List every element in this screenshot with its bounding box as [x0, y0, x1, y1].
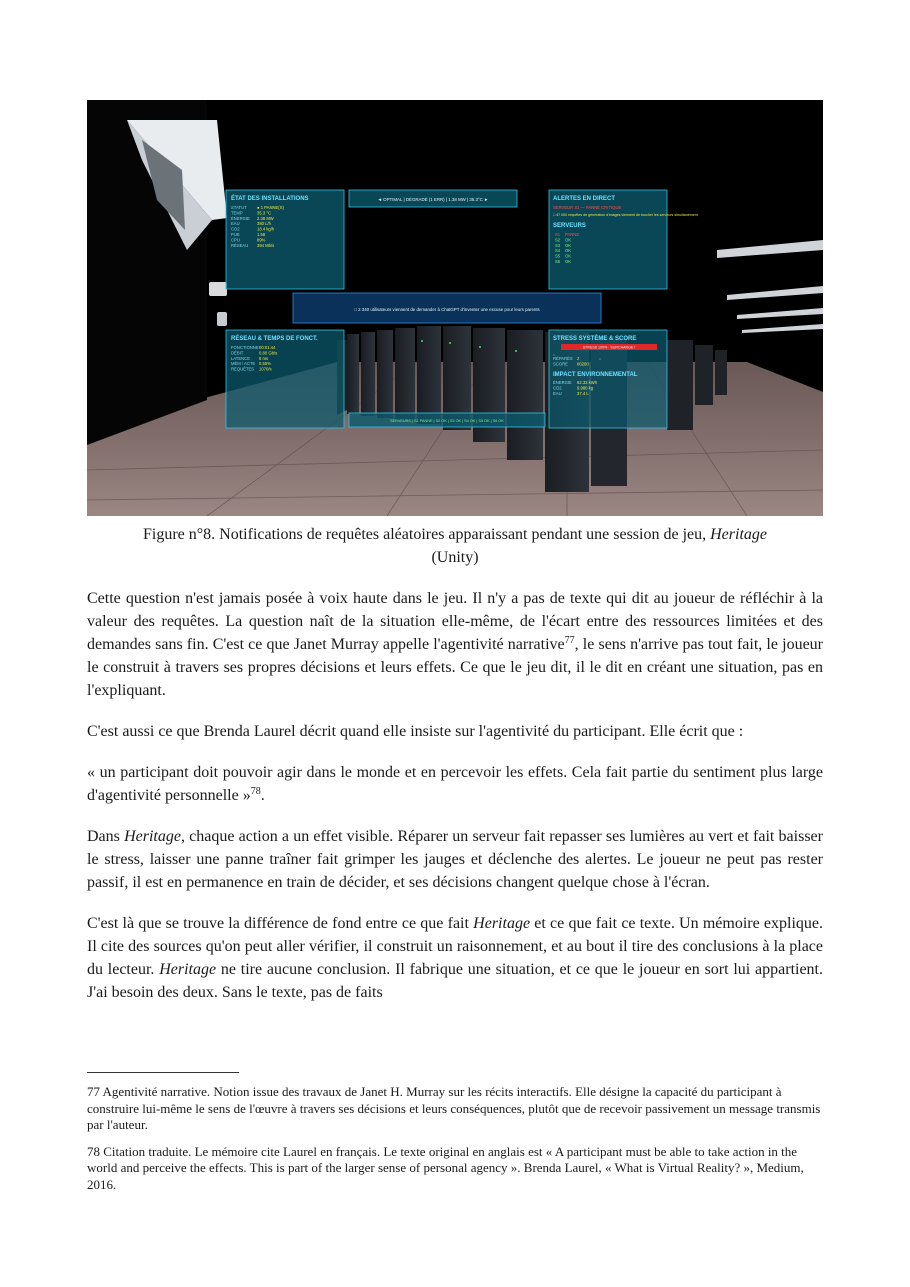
hud-reseau-row-label: FONCTIONNE [231, 345, 259, 350]
hud-server-status: OK [565, 237, 572, 243]
hud-etat-row-label: STATUT [231, 205, 247, 210]
hud-score-row-label: SCORE [553, 361, 568, 367]
hud-score-row-value: 00200 [577, 361, 589, 367]
hud-impact-row-value: 37.4 L [577, 390, 589, 396]
hud-server-status: PANNE [565, 232, 580, 237]
hud-stress-panel [549, 330, 667, 428]
hud-etat-row-value: 1.58 [257, 232, 266, 237]
p5-text-a: C'est là que se trouve la différence de fond entre ce que fait [87, 915, 474, 932]
body-text [87, 587, 823, 1022]
footnote-78: 78 Citation traduite. Le mémoire cite Laurel en français. Le texte original en anglais est « A participant must be able to take action in the world and perceive the effects. This is part of the larger sense of personal agency ». Brenda Laurel, « What is Virtual Reality? », Medium, 2016. [87, 1143, 804, 1192]
hud-server-id: S5 [555, 253, 561, 259]
p4-title: Heritage [124, 828, 181, 845]
p3-text-b: . [260, 787, 265, 804]
hud-etat-row-label: CO2 [231, 226, 240, 232]
hud-impact-row-label: EAU [553, 390, 562, 396]
hud-reseau-row-value: 1070/s [259, 366, 272, 372]
hud-server-status: OK [565, 259, 572, 264]
figure-screenshot [87, 100, 823, 516]
hud-server-id: S4 [555, 248, 561, 254]
hud-reseau-row-label: DÉBIT [231, 350, 244, 356]
hud-reseau-row-label: REQUÊTES [231, 366, 255, 372]
hud-impact-row-value: 62.33 kWh [577, 380, 598, 385]
hud-impact-row-value: 9.980 kg [577, 385, 594, 391]
hud-alert-line2: □ 47 000 requêtes de génération d'images viennent de toucher les serveurs simultanément [553, 213, 698, 217]
footnotes [87, 1084, 823, 1203]
paragraph-2: C'est aussi ce que Brenda Laurel décrit quand elle insiste sur l'agentivité du participant. Elle écrit que : [87, 723, 744, 740]
hud-top-bar-text: ◄ OPTIMAL | DÉGRADÉ (1 ERR) | 1.38 MW | 35.3°C ► [377, 197, 489, 202]
caption-tail: (Unity) [431, 549, 479, 566]
hud-server-status: OK [565, 248, 572, 254]
hud-impact-row-label: CO2 [553, 385, 562, 391]
p5-title-1: Heritage [473, 915, 531, 932]
hud-stress-bar-text: STRESS 100% · SURCHARGE ! [582, 345, 636, 350]
hud-etat-row-label: EAU [231, 221, 240, 227]
hud-etat-row-label: RÉSEAU [231, 242, 249, 248]
hud-etat-row-value: 2.38 MW [257, 215, 274, 221]
hud-etat-row-value: 380 L/h [257, 221, 271, 227]
hud-notification-text: □ 2 340 utilisateurs viennent de demander à ChatGPT d'inventer une excuse pour leurs parents [354, 307, 540, 312]
p1-text-b: , le sens n'arrive pas tout fait, le joueur le construit à travers ses propres décisions et leurs effets. Ce que le jeu dit, il le dit en créant une situation, pas en l'expliquant. [87, 636, 823, 699]
paragraph-4 [87, 825, 823, 894]
paragraph-5 [87, 912, 823, 1004]
hud-reseau-row-value: 0.80 Gb/s [259, 350, 278, 356]
p5-title-2: Heritage [159, 961, 217, 978]
footnote-divider [87, 1072, 239, 1073]
footnote-ref-78[interactable]: 78 [250, 786, 261, 797]
hud-server-id: S6 [555, 259, 561, 264]
hud-reseau-row-value: 8 ms [259, 355, 269, 361]
wall-light-2 [217, 312, 227, 326]
hud-etat-row-value: 394 Mb/s [257, 242, 275, 248]
footnote-77: 77 Agentivité narrative. Notion issue des travaux de Janet H. Murray sur les récits interactifs. Elle désigne la capacité du participant à construire lui-même le sens de l'œuvre à travers ses décisions et leurs conséquences, plutôt que de recevoir passivement un message transmis par l'auteur. [87, 1084, 821, 1132]
hud-stress-title: STRESS SYSTÈME & SCORE [553, 336, 637, 342]
hud-etat-row-label: ÉNERGIE [231, 215, 250, 221]
hud-reseau-row-label: MÉM / ACTE [231, 361, 256, 367]
hud-etat-row-label: PUE [231, 232, 240, 237]
p5-text-c: ne tire aucune conclusion. Il fabrique une situation, et ce que le joueur en sort lui appartient. J'ai besoin des deux. Sans le texte, pas de faits [87, 961, 824, 1001]
hud-score-row-value: 2 [577, 356, 580, 361]
game-scene [87, 100, 823, 516]
hud-reseau-row-value: 00:01:44 [259, 345, 276, 350]
hud-bottom-bar-text: SERVEURS | S1 PANNE | S2 OK | S3 OK | S4 OK | S5 OK | S6 OK [390, 419, 504, 423]
wall-light [209, 282, 227, 296]
hud-reseau-row-value: 0.55% [259, 361, 271, 367]
hud-impact-title: IMPACT ENVIRONNEMENTAL [553, 372, 638, 378]
p1-text-a: Cette question n'est jamais posée à voix haute dans le jeu. Il n'y a pas de texte qui dit au joueur de réfléchir à la valeur des requêtes. La question naît de la situation elle-même, de l'écart entre des ressources limitées et des demandes sans fin. C'est ce que Janet Murray appelle l'agentivité narrative [87, 590, 823, 653]
hud-server-status: OK [565, 242, 572, 248]
hud-server-id: S3 [555, 242, 561, 248]
hud-top-bar [349, 190, 517, 207]
figure-caption [87, 523, 823, 569]
hud-reseau-row-label: LATENCE [231, 355, 251, 361]
hud-etat-row-value: 18.4 kg/h [257, 226, 275, 232]
hud-server-id: S2 [555, 237, 561, 243]
hud-server-status: OK [565, 253, 572, 259]
paragraph-1 [87, 587, 823, 702]
hud-score-row-label: RÉPARÉS [553, 356, 573, 361]
hud-impact-row-label: ÉNERGIE [553, 380, 572, 385]
paragraph-3-quote [87, 761, 823, 807]
hud-notification-banner [293, 293, 601, 323]
hud-server-id: S1 [555, 232, 561, 237]
hud-reseau-panel [226, 330, 344, 428]
hud-etat-row-value: 35.3 °C [257, 210, 272, 216]
hud-reseau-title: RÉSEAU & TEMPS DE FONCT. [231, 336, 318, 342]
caption-text: Figure n°8. Notifications de requêtes aléatoires apparaissant pendant une session de jeu, [143, 526, 711, 543]
hud-etat-row-value: ● 1 PANNE(S) [257, 205, 284, 210]
hud-alert-line1: SERVEUR S1 — PANNE CRITIQUE [553, 205, 622, 210]
p4-text-a: Dans [87, 828, 125, 845]
hud-etat-row-label: CPU [231, 237, 240, 243]
caption-title: Heritage [710, 526, 767, 543]
p5-text-b: et ce que fait ce texte. Un mémoire explique. Il cite des sources qu'on peut aller vérifier, il construit un raisonnement, et au bout il tire des conclusions à la place du lecteur. [87, 915, 824, 978]
hud-etat-panel [226, 190, 344, 289]
hud-etat-row-value: 89% [257, 237, 266, 243]
hud-serveurs-title: SERVEURS [553, 223, 586, 229]
footnote-ref-77[interactable]: 77 [564, 635, 575, 646]
p3-text-a: « un participant doit pouvoir agir dans le monde et en percevoir les effets. Cela fait partie du sentiment plus large d'agentivité personnelle » [87, 764, 823, 804]
hud-etat-title: ÉTAT DES INSTALLATIONS [231, 196, 309, 202]
hud-etat-row-label: TEMP [231, 210, 243, 216]
hud-bottom-bar [349, 413, 545, 427]
p4-text-b: , chaque action a un effet visible. Réparer un serveur fait repasser ses lumières au vert et fait baisser le stress, laisser une panne traîner fait grimper les jauges et déclenche des alertes. Le joueur ne peut pas rester passif, il est en permanence en train de décider, et ses décisions changent quelque chose à l'écran. [87, 828, 823, 891]
hud-alertes-title: ALERTES EN DIRECT [553, 196, 616, 202]
